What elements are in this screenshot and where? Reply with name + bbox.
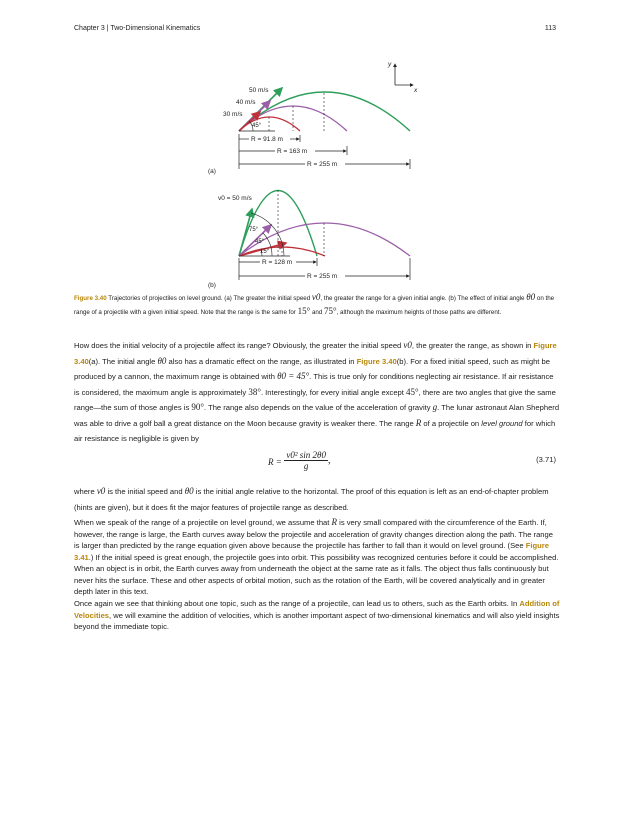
speed-label-40: 40 m/s xyxy=(236,99,256,106)
axis-label-y: y xyxy=(388,61,392,68)
range-label-91: R = 91.8 m xyxy=(251,136,283,143)
range-equation: R = $\frac{\text{v0² sin 2θ0}}{g}$ , xyxy=(268,450,331,471)
trajectory-30ms xyxy=(239,117,300,131)
figure-3-40 xyxy=(0,0,630,295)
initial-speed-label: v0 = 50 m/s xyxy=(218,195,252,202)
angle-label-45b: 45° xyxy=(255,239,265,245)
angle-label-15: 15° xyxy=(260,249,270,255)
figure-link[interactable]: Figure 3.40 xyxy=(74,341,557,366)
angle-label-45: 45° xyxy=(252,123,262,129)
panel-label-b: (b) xyxy=(208,282,216,289)
speed-label-50: 50 m/s xyxy=(249,87,269,94)
paragraph-range: How does the initial velocity of a projectile affect its range? Obviously, the greater the initial speed v0, the greater the range, as shown in Figure 3.40(a). The initial angle θ0 also has a dramatic effect on the range, as illustrated in Figure 3.40(b). For a fixed initial speed, such as might be produced by a cannon, the maximum range is obtained with θ0 = 45°. This is true only for conditions neglecting air resistance. If air resistance is considered, the maximum angle is approximately 38°. Interestingly, for every initial angle except 45°, there are two angles that give the same range—the sum of those angles is 90°. The range also depends on the value of the acceleration of gravity g. The lunar astronaut Alan Shepherd was able to drive a golf ball a great distance on the Moon because gravity is weaker there. The range R of a projectile on level ground for which air resistance is negligible is given by xyxy=(74,340,560,443)
speed-label-30: 30 m/s xyxy=(223,111,243,118)
panel-label-a: (a) xyxy=(208,168,216,175)
page-number: 113 xyxy=(544,25,556,32)
range-label-255b: R = 255 m xyxy=(307,273,338,280)
equation-number: (3.71) xyxy=(536,455,556,464)
section-link[interactable]: Addition of Velocities xyxy=(74,599,560,620)
range-label-255a: R = 255 m xyxy=(307,161,338,168)
paragraph-earth-curvature: When we speak of the range of a projectile on level ground, we assume that R is very small compared with the circumference of the Earth. If, however, the range is large, the Earth curves away below the projectile and acceleration of gravity changes direction along the path. The range is larger than predicted by the range equation given above because the projectile has farther to fall than it would on level ground. (See Figure 3.41.) If the initial speed is great enough, the projectile goes into orbit. This possibility was recognized centuries before it could be accomplished. When an object is in orbit, the Earth curves away from underneath the object at the same rate as it falls. The object thus falls continuously but never hits the surface. These and other aspects of orbital motion, such as the rotation of the Earth, will be covered analytically and in greater depth later in this text. xyxy=(74,517,559,596)
angle-label-75: 75° xyxy=(249,227,259,233)
axis-label-x: x xyxy=(414,87,418,94)
paragraph-closing: Once again we see that thinking about one topic, such as the range of a projectile, can lead us to others, such as the Earth orbits. In Addition of Velocities, we will examine the addition of velocities, which is another important aspect of two-dimensional kinematics and will also yield insights beyond the immediate topic. xyxy=(74,599,560,631)
range-label-128: R = 128 m xyxy=(262,259,293,266)
figure-link[interactable]: Figure 3.41 xyxy=(74,541,549,562)
axes-icon xyxy=(395,64,413,85)
running-header-chapter: Chapter 3 | Two-Dimensional Kinematics xyxy=(74,25,201,32)
figure-caption: Figure 3.40 Trajectories of projectiles on level ground. (a) The greater the initial speed v0, the greater the range for a given initial angle. (b) The effect of initial angle θ0 on the range of a projectile with a given initial speed. Note that the range is the same for 15° and 75°, although the maximum heights of those paths are different. xyxy=(74,292,555,316)
paragraph-where: where v0 is the initial speed and θ0 is the initial angle relative to the horizontal. The proof of this equation is left as an end-of-chapter problem (hints are given), but it does fit the major features of projectile range as described. xyxy=(74,486,549,512)
trajectory-50ms xyxy=(239,92,410,131)
range-label-163: R = 163 m xyxy=(277,148,308,155)
figure-link[interactable]: Figure 3.40 xyxy=(356,356,397,366)
caption-label: Figure 3.40 xyxy=(74,295,107,302)
